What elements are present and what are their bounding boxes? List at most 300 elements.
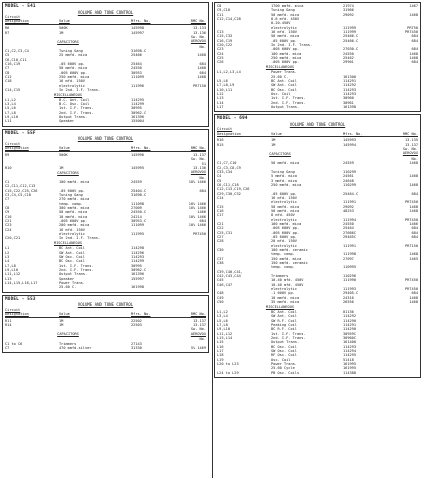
- circuit-designation: L13: [217, 96, 224, 101]
- circuit-designation: C9: [5, 210, 10, 215]
- part-value: Power Trans.: [59, 280, 85, 285]
- part-value: Output Trans.: [59, 272, 88, 277]
- rmc-number: 684: [411, 226, 418, 231]
- circuit-designation: L7,L8: [217, 322, 228, 327]
- rmc-number: PRT150: [193, 83, 206, 88]
- circuit-designation: L19: [217, 357, 224, 362]
- circuit-designation: R15: [217, 142, 224, 147]
- column-header-row: [217, 127, 418, 137]
- circuit-designation: C14: [217, 195, 224, 200]
- circuit-designation: C7: [5, 197, 10, 202]
- circuit-designation: C21: [217, 221, 224, 226]
- part-value: temp. comp.: [59, 201, 83, 206]
- part-value: 50 mmfd. mica: [271, 12, 300, 17]
- circuit-designation: R10: [5, 165, 12, 170]
- part-value: 2nd. I.F. Trans.: [59, 267, 94, 272]
- mfrs-number: 114388: [343, 370, 356, 375]
- part-value: RF Osc. Coil: [271, 353, 297, 358]
- circuit-designation: L9,L10: [5, 267, 18, 272]
- column-header-row: [5, 15, 206, 25]
- mfrs-number: 111999: [343, 25, 356, 30]
- part-value: .05 600V pp.: [59, 188, 85, 193]
- circuit-designation: C23: [217, 47, 224, 52]
- circuit-designation: C4: [217, 174, 222, 179]
- circuit-designation: C29,C30,C32: [217, 191, 241, 196]
- rmc-number: PRT50: [407, 25, 418, 30]
- part-value: temp. comp.: [271, 265, 295, 270]
- circuit-designation: L1,L2: [217, 309, 228, 314]
- circuit-designation: C14,C15: [5, 88, 21, 92]
- header-rmc-label: RMC No.: [190, 311, 206, 316]
- circuit-designation: C7: [5, 345, 10, 350]
- mfrs-number: 24316: [343, 295, 354, 300]
- part-value: 1M: [59, 165, 64, 170]
- circuit-designation: C1,C7,C10: [217, 161, 237, 166]
- circuit-designation: R9: [5, 152, 10, 157]
- mfrs-number: 27143: [131, 341, 142, 346]
- circuit-designation: C39,C40,C41,: [217, 269, 243, 274]
- part-value: B.C. Osc. Coil: [59, 102, 90, 107]
- header-circuit-label: Circuit: [5, 15, 21, 19]
- circuit-designation: C49: [217, 295, 224, 300]
- circuit-designation: C12,C13,C19,C26: [217, 187, 250, 192]
- header-circuit-label: Circuit: [217, 127, 233, 132]
- header-rmc-label: RMC No.: [190, 19, 206, 24]
- rmc-number: No.: [411, 156, 418, 161]
- part-value: .05 600V pp.: [271, 191, 297, 196]
- rmc-number: 1468: [197, 74, 206, 79]
- circuit-designation: R16: [217, 138, 224, 143]
- part-value: Output Trans.: [271, 104, 300, 109]
- rmc-number: 684: [411, 191, 418, 196]
- circuit-designation: C24: [5, 227, 12, 232]
- rmc-number: Sw. No.: [190, 157, 206, 162]
- part-value: 10 mmfd. mica: [271, 295, 300, 300]
- parts-row: [217, 371, 418, 375]
- part-value: BC Osc. Coil: [59, 259, 85, 264]
- part-value: .005 600V pp.: [59, 70, 88, 75]
- part-value: In 2nd. I.F. Trans.: [271, 43, 313, 48]
- rmc-number: Sw. No.: [190, 327, 206, 332]
- rmc-number: PRT450: [405, 287, 418, 292]
- part-value: 250 mmfd. mica: [271, 182, 302, 187]
- circuit-designation: C18: [5, 79, 12, 84]
- circuit-designation: C15,C33: [217, 34, 233, 39]
- mfrs-number: 111099: [131, 74, 144, 79]
- subheading-right: AEROVOX: [402, 151, 418, 156]
- circuit-designation: C12: [5, 74, 12, 79]
- mfrs-number: 22502: [131, 318, 142, 323]
- mfrs-number: 24648: [343, 178, 354, 183]
- part-value: electrolytic: [271, 25, 297, 30]
- circuit-designation: L20 to L23: [217, 361, 239, 366]
- column-header-row: [5, 308, 206, 318]
- part-value: 50 mmfd. mica: [59, 66, 88, 71]
- rmc-number: 684: [411, 60, 418, 65]
- circuit-designation: C21: [5, 219, 12, 224]
- mfrs-number: 30959C: [343, 331, 356, 336]
- part-value: 100 mmfd. mica: [59, 180, 90, 184]
- header-value: Value: [59, 146, 70, 151]
- circuit-designation: C20,C21: [5, 236, 21, 241]
- circuit-designation: C16,C19: [217, 38, 233, 43]
- rmc-number: Sw. No.: [402, 147, 418, 152]
- circuit-designation: C16,C19: [5, 61, 21, 66]
- mfrs-number: 114291: [343, 322, 356, 327]
- section-title: VOLUME AND TONE CONTROL: [77, 136, 134, 142]
- circuit-designation: C28: [217, 239, 224, 244]
- model-section: [214, 2, 421, 112]
- mfrs-number: 30995: [131, 263, 142, 268]
- mfrs-number: 29405-C: [343, 291, 359, 296]
- mfrs-number: 111990: [343, 278, 356, 283]
- mfrs-number: 145993: [343, 138, 356, 143]
- rmc-number: 1468: [409, 161, 418, 166]
- rmc-number: 13-137: [193, 323, 206, 328]
- mfrs-number: 161398: [343, 104, 356, 109]
- circuit-designation: C7: [5, 66, 10, 71]
- mfrs-number: 114291: [343, 78, 356, 83]
- model-number: MODEL - 694: [217, 116, 248, 122]
- mfrs-number: 111994: [343, 217, 356, 222]
- parts-row: [5, 119, 206, 123]
- circuit-designation: L4: [5, 259, 10, 264]
- subheading-right: AEROVOX: [190, 331, 206, 336]
- part-value: electrolytic: [59, 83, 85, 88]
- circuit-designation: C16: [217, 208, 224, 213]
- circuit-designation: L17: [217, 104, 224, 109]
- part-value: BC Ant. Coil: [271, 309, 297, 314]
- part-value: Speaker: [59, 119, 75, 124]
- mfrs-number: 111996: [131, 83, 144, 88]
- mfrs-number: 145996: [131, 152, 144, 157]
- rmc-number: 13-136: [193, 165, 206, 170]
- circuit-designation: L10,L11: [217, 87, 233, 92]
- section-subheading: MISCELLANEOUS: [53, 241, 83, 246]
- circuit-designation: L5,L6: [217, 78, 228, 83]
- mfrs-number: 161400: [343, 340, 356, 345]
- circuit-designation: L17: [217, 348, 224, 353]
- mfrs-number: 31698-C: [131, 48, 147, 53]
- rmc-number: 1466: [409, 221, 418, 226]
- mfrs-number: 25466-C: [343, 38, 359, 43]
- mfrs-number: 24550: [343, 221, 354, 226]
- circuit-designation: C45: [217, 278, 224, 283]
- part-value: 1st. I.F. Trans.: [271, 331, 306, 336]
- circuit-designation: C15,C22,C25,C26: [5, 188, 38, 193]
- rmc-number: 10% 1466: [188, 180, 206, 184]
- circuit-designation: C25,C31: [217, 230, 233, 235]
- rmc-number: [387, 371, 418, 375]
- mfrs-number: 114293: [343, 91, 356, 96]
- mfrs-number: 155997: [131, 276, 144, 281]
- mfrs-number: 26556: [343, 300, 354, 305]
- mfrs-number: 110299: [343, 169, 356, 174]
- part-value: 5 mmfd. mica: [271, 174, 297, 179]
- circuit-designation: C3,C4,C5,C10: [5, 193, 31, 198]
- part-value: .005 600V pp.: [271, 47, 300, 52]
- circuit-designation: R6: [5, 26, 10, 31]
- rmc-number: PRT150: [405, 243, 418, 248]
- part-value: 50 mmfd. mica: [271, 208, 300, 213]
- part-value: Tuning Gang: [59, 193, 83, 198]
- mfrs-number: 114293: [343, 87, 356, 92]
- circuit-designation: C42,C43,C44: [217, 274, 241, 279]
- header-rmc: [175, 146, 206, 150]
- part-value: 50 mmfd. mica: [59, 210, 88, 215]
- rmc-number: [387, 105, 418, 109]
- mfrs-number: 30960: [343, 96, 354, 101]
- rmc-number: [175, 285, 206, 289]
- rmc-number: 684: [411, 291, 418, 296]
- part-value: Osc. Coil: [271, 91, 291, 96]
- circuit-designation: [5, 285, 59, 289]
- part-value: 25-60 C.: [59, 285, 77, 290]
- header-circuit-label: Circuit: [5, 307, 21, 312]
- rmc-number: 684: [199, 70, 206, 75]
- rmc-number: PRT450: [193, 232, 206, 237]
- mfrs-number: 01136: [343, 309, 354, 314]
- rmc-number: 1468: [409, 51, 418, 56]
- circuit-designation: L3,L4: [217, 314, 228, 319]
- rmc-number: Sw. No.: [190, 34, 206, 39]
- part-value: BC Ant. Coil: [271, 78, 297, 83]
- column-header-row: [5, 142, 206, 152]
- part-value: electrolytic: [271, 217, 297, 222]
- mfrs-number: 114294: [343, 348, 356, 353]
- section-subheading: MISCELLANEOUS: [53, 92, 83, 97]
- mfrs-number: 21974: [343, 4, 354, 8]
- subheading-right: AEROVOX: [190, 39, 206, 44]
- rmc-number: 13-137: [405, 142, 418, 147]
- part-value: 200 mmfd. mica: [59, 223, 90, 228]
- part-value: 1st. I.F. Trans.: [59, 106, 94, 111]
- circuit-designation: L12: [217, 91, 224, 96]
- rmc-number: No.: [199, 44, 206, 49]
- mfrs-number: 111098: [131, 201, 144, 206]
- part-value: SW Osc. Coil: [59, 254, 85, 259]
- circuit-designation: L13,L14: [217, 335, 233, 340]
- part-value: electrolytic: [271, 243, 297, 248]
- part-value: Tuning Gang: [271, 169, 295, 174]
- mfrs-number: 24559: [131, 180, 142, 184]
- circuit-designation: C23: [5, 223, 12, 228]
- model-number: MODEL - 553: [5, 296, 36, 302]
- part-value: BC R.F. Coil: [271, 327, 297, 332]
- part-value: electrolytic: [271, 287, 297, 292]
- mfrs-number: 110296: [343, 274, 356, 279]
- circuit-designation: C5: [5, 53, 10, 58]
- rmc-number: 13-137: [193, 152, 206, 157]
- circuit-designation: C48: [217, 291, 224, 296]
- circuit-designation: L7,L8: [5, 263, 16, 268]
- part-value: .05 600V pp.: [271, 38, 297, 43]
- parts-row: [217, 105, 418, 109]
- mfrs-number: 27097: [343, 256, 354, 261]
- mfrs-number: 114293: [131, 254, 144, 259]
- rmc-number: 1466: [197, 210, 206, 215]
- circuit-designation: C8: [217, 4, 222, 8]
- mfrs-number: 24550-C: [131, 210, 147, 215]
- rmc-number: 10% 1466: [188, 206, 206, 211]
- subheading-right: AEROVOX: [190, 170, 206, 175]
- mfrs-number: 31698-C: [131, 193, 147, 198]
- mfrs-number: 161995: [343, 361, 356, 366]
- rmc-number: 1467: [409, 4, 418, 8]
- part-value: SW Ant. Coil: [271, 83, 297, 88]
- part-value: .1 600V pp.: [271, 291, 295, 296]
- rmc-number: 1468: [197, 66, 206, 71]
- circuit-designation: [5, 327, 59, 331]
- mfrs-number: 145997: [131, 30, 144, 35]
- part-value: Osc. Coil: [271, 357, 291, 362]
- mfrs-number: 27030-C: [343, 47, 359, 52]
- part-value: .005 600V pp.: [59, 219, 88, 224]
- part-value: 150 mmfd. ceramic: [271, 261, 308, 266]
- mfrs-number: 145994: [343, 142, 356, 147]
- mfrs-number: 25466: [131, 53, 142, 58]
- part-value: Power Trans.: [271, 70, 297, 75]
- part-value: Output Trans.: [271, 340, 300, 345]
- mfrs-number: 110995: [343, 265, 356, 270]
- parts-row: [5, 346, 206, 350]
- mfrs-number: 24559: [343, 161, 354, 166]
- circuit-designation: L7,L8,L9: [217, 83, 235, 88]
- part-value: 10 mmfd. mica: [59, 214, 88, 219]
- section-subheading: CAPACITORS: [269, 151, 291, 156]
- rmc-number: 1468: [409, 295, 418, 300]
- header-value: Value: [59, 311, 70, 316]
- circuit-designation: L11,L12: [5, 272, 21, 277]
- part-value: 470 mmfd.silver: [59, 345, 92, 350]
- circuit-designation: L1: [5, 246, 10, 251]
- mfrs-number: 111991: [343, 243, 356, 248]
- mfrs-number: 110299: [343, 182, 356, 187]
- circuit-designation: C9,C10: [217, 8, 230, 13]
- header-circuit-label: Circuit: [5, 141, 21, 146]
- rmc-number: [175, 119, 206, 123]
- mfrs-number: 29092: [343, 204, 354, 209]
- rmc-number: PRT450: [405, 217, 418, 222]
- circuit-designation: C2,C3,C8,C9: [217, 165, 241, 170]
- mfrs-number: 51418: [343, 357, 354, 362]
- part-value: 50 mmfd. mica: [271, 204, 300, 209]
- rmc-number: 13-133: [193, 26, 206, 31]
- part-value: 1st. I.F. Trans.: [59, 263, 94, 268]
- rmc-number: 10% 1466: [188, 223, 206, 228]
- mfrs-number: 24550: [131, 66, 142, 71]
- part-value: In 2nd. I.F. Trans.: [59, 236, 101, 241]
- part-value: 8-8 mfd. 450V: [271, 17, 300, 22]
- mfrs-number: 31966: [343, 8, 354, 13]
- rmc-number: No.: [199, 175, 206, 180]
- part-value: BC Ant. Coil: [59, 246, 85, 251]
- mfrs-number: 29465C: [343, 235, 356, 239]
- mfrs-number: 161396: [131, 272, 144, 277]
- part-value: 2nd. I.F. Trans.: [59, 110, 94, 115]
- part-value: SW Osc. Coil: [271, 348, 297, 353]
- mfrs-number: 114292: [343, 314, 356, 319]
- part-value: .005 600V pp.: [271, 60, 300, 65]
- mfrs-number: 24550: [343, 51, 354, 56]
- rmc-number: 10% 1466: [188, 201, 206, 206]
- mfrs-number: 30953: [131, 70, 142, 75]
- mfrs-number: 30995: [131, 106, 142, 111]
- circuit-designation: C5: [217, 178, 222, 183]
- mfrs-number: 48253: [343, 208, 354, 213]
- circuit-designation: C30: [217, 248, 224, 253]
- circuit-designation: L9,L10: [217, 327, 230, 332]
- rmc-number: 10% 1466: [188, 214, 206, 219]
- rmc-number: 684: [199, 188, 206, 193]
- circuit-designation: R7: [5, 30, 10, 35]
- column-divider: [212, 2, 213, 478]
- header-circuit: [5, 15, 59, 24]
- part-value: 10-40 mfd. 450V: [271, 278, 304, 283]
- part-value: Trimmers: [59, 341, 77, 346]
- rmc-number: PRT450: [405, 30, 418, 35]
- part-value: [271, 147, 343, 151]
- part-value: 50 mmfd. mica: [271, 34, 300, 39]
- circuit-designation: C6,C10,C11: [5, 57, 27, 62]
- circuit-designation: C24: [217, 51, 224, 56]
- mfrs-number: 30962-C: [131, 110, 147, 115]
- section-subheading: MISCELLANEOUS: [265, 65, 295, 70]
- circuit-designation: C1,C2,C3,C4: [5, 48, 29, 53]
- rmc-number: 684: [411, 47, 418, 52]
- circuit-designation: C12,C14,C28: [217, 17, 241, 22]
- part-value: Tuning Gang: [271, 8, 295, 13]
- circuit-designation: C22: [217, 226, 224, 231]
- circuit-designation: R14: [5, 323, 12, 328]
- mfrs-number: 25464-C: [343, 191, 359, 196]
- section-title: VOLUME AND TONE CONTROL: [77, 302, 134, 308]
- header-designation-label: Designation: [217, 131, 241, 136]
- part-value: 1M: [271, 142, 276, 147]
- part-value: 300 mmfd. mica: [59, 206, 90, 211]
- mfrs-number: 29901: [343, 60, 354, 65]
- mfrs-number: 111999: [343, 30, 356, 35]
- mfrs-number: 25462: [343, 56, 354, 61]
- circuit-designation: C8: [5, 206, 10, 211]
- mfrs-number: 111993: [343, 287, 356, 292]
- part-value: 1M: [271, 138, 276, 143]
- mfrs-number: 25404-C: [131, 188, 147, 193]
- header-rmc: [387, 132, 418, 136]
- circuit-designation: C50: [217, 300, 224, 305]
- rmc-number: 1468: [409, 182, 418, 187]
- circuit-designation: C46,C47: [217, 282, 233, 287]
- mfrs-number: 114299: [131, 102, 144, 107]
- section-title: VOLUME AND TONE CONTROL: [77, 9, 134, 15]
- part-value: .005 600V pp.: [271, 226, 300, 231]
- part-value: Output Trans.: [59, 115, 88, 120]
- model-number: MODEL - 541: [5, 4, 36, 9]
- part-value: 20 mfd. 150V: [271, 239, 297, 244]
- header-value: Value: [271, 131, 282, 136]
- circuit-designation: L9,L10: [5, 115, 18, 120]
- parts-row: [5, 285, 206, 289]
- part-value: temp. comp.: [271, 252, 295, 257]
- part-value: 1M: [59, 323, 64, 328]
- mfrs-number: 31330: [131, 345, 142, 350]
- header-rmc-label: RMC No.: [190, 146, 206, 151]
- mfrs-number: 111995: [131, 232, 144, 237]
- circuit-designation: L14,L15,L16,L17: [5, 280, 38, 285]
- mfrs-number: 30953-C: [131, 219, 147, 224]
- part-value: Peaking Coil: [271, 322, 297, 327]
- part-value: 16 mfd. 150V: [59, 79, 85, 84]
